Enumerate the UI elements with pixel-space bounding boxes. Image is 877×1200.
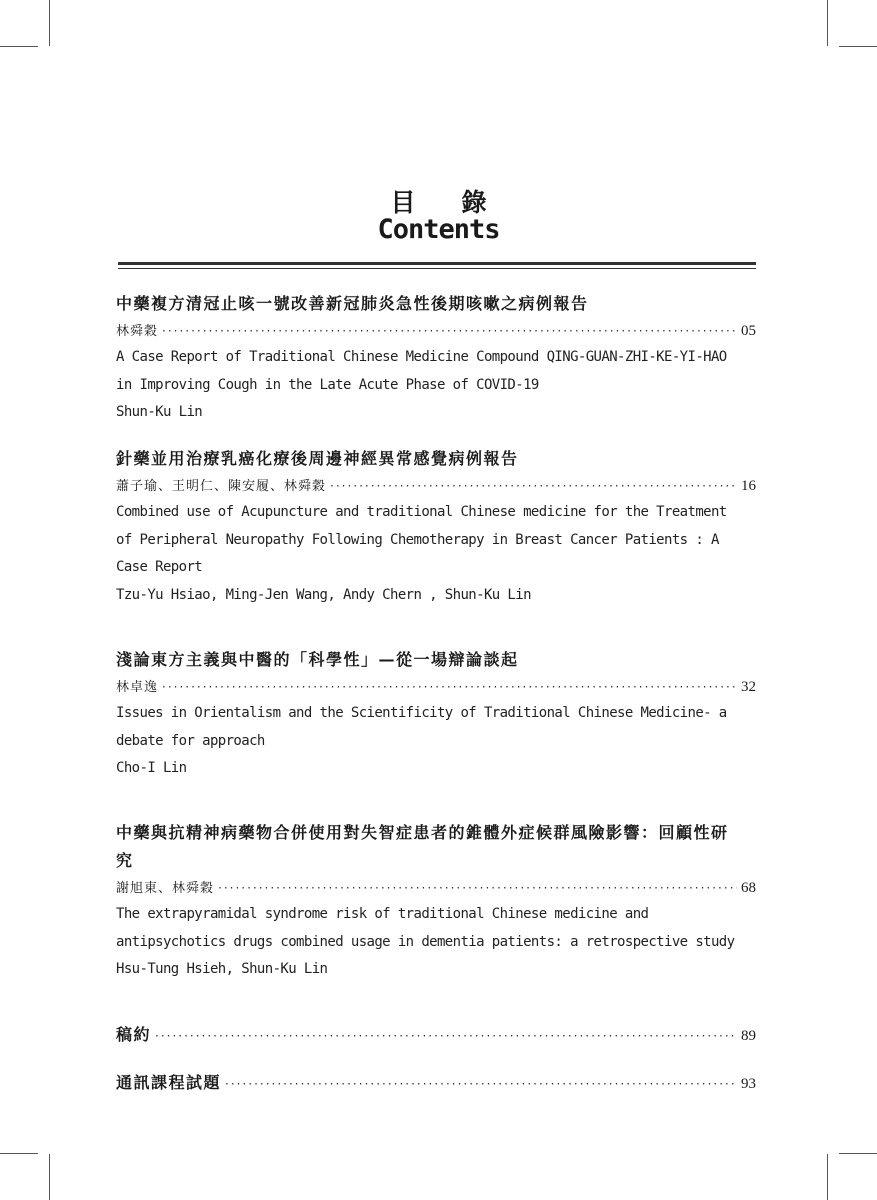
entry-leader-line <box>116 318 756 344</box>
dot-leader <box>218 875 737 901</box>
entry-title-english-line: antipsychotics drugs combined usage in dementia patients: a retrospective study <box>116 933 735 950</box>
entry-title-english-line: of Peripheral Neuropathy Following Chemotherapy in Breast Cancer Patients : A <box>116 531 719 548</box>
crop-mark <box>0 1153 38 1154</box>
entry-author-english: Cho-I Lin <box>116 760 187 776</box>
page-title-chinese: 目錄 <box>390 188 533 217</box>
dot-leader <box>162 674 737 700</box>
entry-title-chinese: 淺論東方主義與中醫的「科學性」—從一場辯論談起 <box>116 650 519 669</box>
entry-leader-line <box>116 473 756 499</box>
entry-page-number[interactable]: 68 <box>741 880 756 896</box>
dot-leader <box>330 473 737 499</box>
entry-title-chinese-line: 中藥與抗精神病藥物合併使用對失智症患者的錐體外症候群風險影響：回顧性研 <box>116 823 729 842</box>
entry-page-number[interactable]: 93 <box>741 1076 756 1092</box>
entry-page-number[interactable]: 89 <box>741 1028 756 1044</box>
title-rule-thin <box>118 268 756 269</box>
entry-page-number[interactable]: 05 <box>741 323 756 339</box>
entry-title-english-line: Case Report <box>116 559 203 575</box>
toc-entry[interactable] <box>116 646 756 783</box>
toc-entry[interactable] <box>116 819 756 984</box>
title-rule-thick <box>118 262 756 265</box>
entry-title-english-line: The extrapyramidal syndrome risk of traditional Chinese medicine and <box>116 906 649 922</box>
crop-mark <box>49 1154 50 1200</box>
entry-label: 通訊課程試題 <box>116 1073 222 1092</box>
entry-leader-line <box>116 875 756 901</box>
entry-title-english-line: Combined use of Acupuncture and traditional Chinese medicine for the Treatment <box>116 504 727 520</box>
entry-label: 稿約 <box>116 1025 152 1044</box>
entry-author-english: Tzu-Yu Hsiao, Ming-Jen Wang, Andy Chern , Shun-Ku Lin <box>116 586 531 603</box>
entry-leader-line <box>116 1022 756 1048</box>
entry-page-number[interactable]: 16 <box>741 478 756 494</box>
page-title-english: Contents <box>377 214 500 245</box>
crop-mark <box>839 1153 877 1154</box>
entry-title-chinese: 針藥並用治療乳癌化療後周邊神經異常感覺病例報告 <box>116 449 519 468</box>
crop-mark <box>0 46 38 47</box>
dot-leader <box>162 318 737 344</box>
entry-author-english: Hsu-Tung Hsieh, Shun-Ku Lin <box>116 961 328 977</box>
entry-title-english-line: in Improving Cough in the Late Acute Phase of COVID-19 <box>116 376 539 393</box>
dot-leader <box>155 1023 737 1049</box>
toc-entry[interactable] <box>116 445 756 609</box>
toc-entry-submission-guidelines[interactable] <box>116 1022 756 1048</box>
entry-leader-line <box>116 1070 756 1096</box>
entry-title-chinese: 中藥複方清冠止咳一號改善新冠肺炎急性後期咳嗽之病例報告 <box>116 294 589 313</box>
crop-mark <box>49 0 50 46</box>
crop-mark <box>827 0 828 46</box>
entry-author-chinese: 謝旭東、林舜穀 <box>116 881 215 896</box>
toc-entry-course-questions[interactable] <box>116 1070 756 1096</box>
toc-entry[interactable] <box>116 290 756 427</box>
crop-mark <box>839 46 877 47</box>
entry-title-english-line: Issues in Orientalism and the Scientificity of Traditional Chinese Medicine- a <box>116 705 727 721</box>
dot-leader <box>225 1071 737 1097</box>
entry-author-chinese: 林舜穀 <box>116 324 159 339</box>
entry-author-chinese: 林卓逸 <box>116 680 159 695</box>
entry-author-english: Shun-Ku Lin <box>116 404 203 420</box>
entry-page-number[interactable]: 32 <box>741 679 756 695</box>
entry-author-chinese: 蕭子瑜、王明仁、陳安履、林舜穀 <box>116 479 327 494</box>
entry-leader-line <box>116 674 756 700</box>
entry-title-english-line: debate for approach <box>116 732 265 749</box>
entry-title-english-line: A Case Report of Traditional Chinese Medicine Compound QING-GUAN-ZHI-KE-YI-HAO <box>116 349 727 365</box>
crop-mark <box>827 1154 828 1200</box>
entry-title-chinese-line: 究 <box>116 851 134 870</box>
